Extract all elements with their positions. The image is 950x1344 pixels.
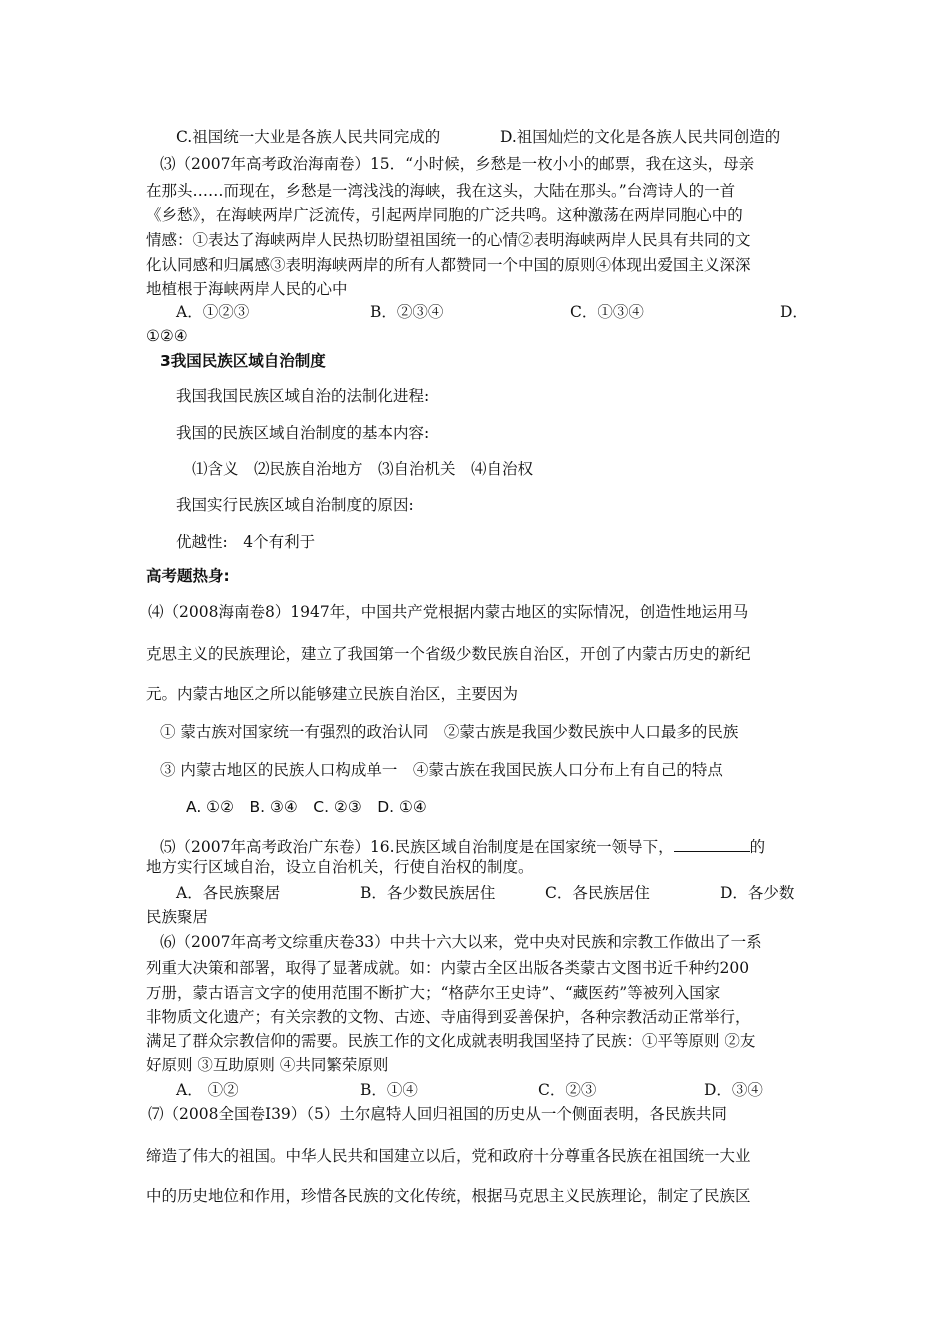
q5-option-a: A．各民族聚居 — [176, 884, 281, 902]
q6-text-line: 列重大决策和部署，取得了显著成就。如：内蒙古全区出版各类蒙古文图书近千种约200 — [146, 959, 750, 977]
q5-option-d: D．各少数 — [720, 884, 795, 902]
q7-text-line: ⑺（2008全国卷Ⅰ39）（5）土尔扈特人回归祖国的历史从一个侧面表明，各民族共同 — [148, 1105, 727, 1123]
q3-text-line: 《乡愁》，在海峡两岸广泛流传，引起两岸同胞的广泛共鸣。这种激荡在两岸同胞心中的 — [146, 206, 743, 224]
q3-text-line: 地植根于海峡两岸人民的心中 — [146, 280, 348, 298]
q6-option-c: C．②③ — [538, 1081, 597, 1099]
q6-option-d: D．③④ — [704, 1081, 763, 1099]
q3-option-c: C．①③④ — [570, 303, 644, 321]
q5-option-d-cont: 民族聚居 — [146, 908, 209, 926]
q6-text-line: ⑹（2007年高考文综重庆卷33）中共十六大以来，党中央对民族和宗教工作做出了一系 — [160, 933, 762, 951]
q6-text-line: 万册，蒙古语言文字的使用范围不断扩大；“格萨尔王史诗”、“藏医药”等被列入国家 — [146, 984, 721, 1002]
q5-text-line: 地方实行区域自治，设立自治机关，行使自治权的制度。 — [146, 858, 534, 876]
option-c-line1: C.祖国统一大业是各族人民共同完成的 — [176, 128, 441, 146]
q3-text-line: 在那头……而现在，乡愁是一湾浅浅的海峡，我在这头，大陆在那头。”台湾诗人的一首 — [146, 182, 736, 200]
outline-item: 我国的民族区域自治制度的基本内容: — [176, 424, 430, 442]
q7-text-line: 缔造了伟大的祖国。中华人民共和国建立以后，党和政府十分尊重各民族在祖国统一大业 — [146, 1147, 751, 1165]
outline-item: ⑴含义 ⑵民族自治地方 ⑶自治机关 ⑷自治权 — [192, 460, 534, 478]
q6-option-b: B．①④ — [360, 1081, 418, 1099]
q4-statement: ① 蒙古族对国家统一有强烈的政治认同 ②蒙古族是我国少数民族中人口最多的民族 — [160, 723, 739, 741]
q3-option-d-value: ①②④ — [146, 327, 188, 345]
q5-option-b: B．各少数民族居住 — [360, 884, 496, 902]
option-d-line1: D.祖国灿烂的文化是各族人民共同创造的 — [500, 128, 781, 146]
fill-in-blank — [674, 837, 750, 852]
q4-statement: ③ 内蒙古地区的民族人口构成单一 ④蒙古族在我国民族人口分布上有自己的特点 — [160, 761, 723, 779]
q6-text-line: 满足了群众宗教信仰的需要。民族工作的文化成就表明我国坚持了民族：①平等原则 ②友 — [146, 1032, 756, 1050]
q4-options: A. ①② B. ③④ C. ②③ D. ①④ — [186, 798, 427, 816]
q5-text-tail: 的 — [749, 838, 766, 856]
q7-text-line: 中的历史地位和作用，珍惜各民族的文化传统，根据马克思主义民族理论，制定了民族区 — [146, 1187, 751, 1205]
q3-option-a: A．①②③ — [176, 303, 250, 321]
q3-text-line: ⑶（2007年高考政治海南卷）15．“小时候，乡愁是一枚小小的邮票，我在这头，母亲 — [160, 155, 755, 173]
outline-item: 我国我国民族区域自治的法制化进程: — [176, 387, 430, 405]
q4-text-line: 元。内蒙古地区之所以能够建立民族自治区，主要因为 — [146, 685, 519, 703]
q5-text: ⑸（2007年高考政治广东卷）16.民族区域自治制度是在国家统一领导下， — [160, 838, 674, 856]
q3-text-line: 情感：①表达了海峡两岸人民热切盼望祖国统一的心情②表明海峡两岸人民具有共同的文 — [146, 231, 751, 249]
q5-text-line — [160, 837, 765, 856]
outline-item: 我国实行民族区域自治制度的原因: — [176, 496, 414, 514]
q6-text-line: 非物质文化遗产；有关宗教的文物、古迹、寺庙得到妥善保护，各种宗教活动正常举行， — [146, 1008, 751, 1026]
q3-option-d: D． — [780, 303, 808, 321]
q6-option-a: A． ①② — [176, 1081, 239, 1099]
practice-heading: 高考题热身: — [146, 567, 230, 585]
section-heading: 3我国民族区域自治制度 — [160, 352, 326, 370]
q3-option-b: B．②③④ — [370, 303, 444, 321]
q4-text-line: ⑷（2008海南卷8）1947年，中国共产党根据内蒙古地区的实际情况，创造性地运用马 — [148, 603, 749, 621]
q4-text-line: 克思主义的民族理论，建立了我国第一个省级少数民族自治区，开创了内蒙古历史的新纪 — [146, 645, 751, 663]
q6-text-line: 好原则 ③互助原则 ④共同繁荣原则 — [146, 1056, 389, 1074]
q3-text-line: 化认同感和归属感③表明海峡两岸的所有人都赞同一个中国的原则④体现出爱国主义深深 — [146, 256, 751, 274]
outline-item: 优越性: 4个有利于 — [176, 533, 316, 551]
q5-option-c: C．各民族居住 — [545, 884, 650, 902]
